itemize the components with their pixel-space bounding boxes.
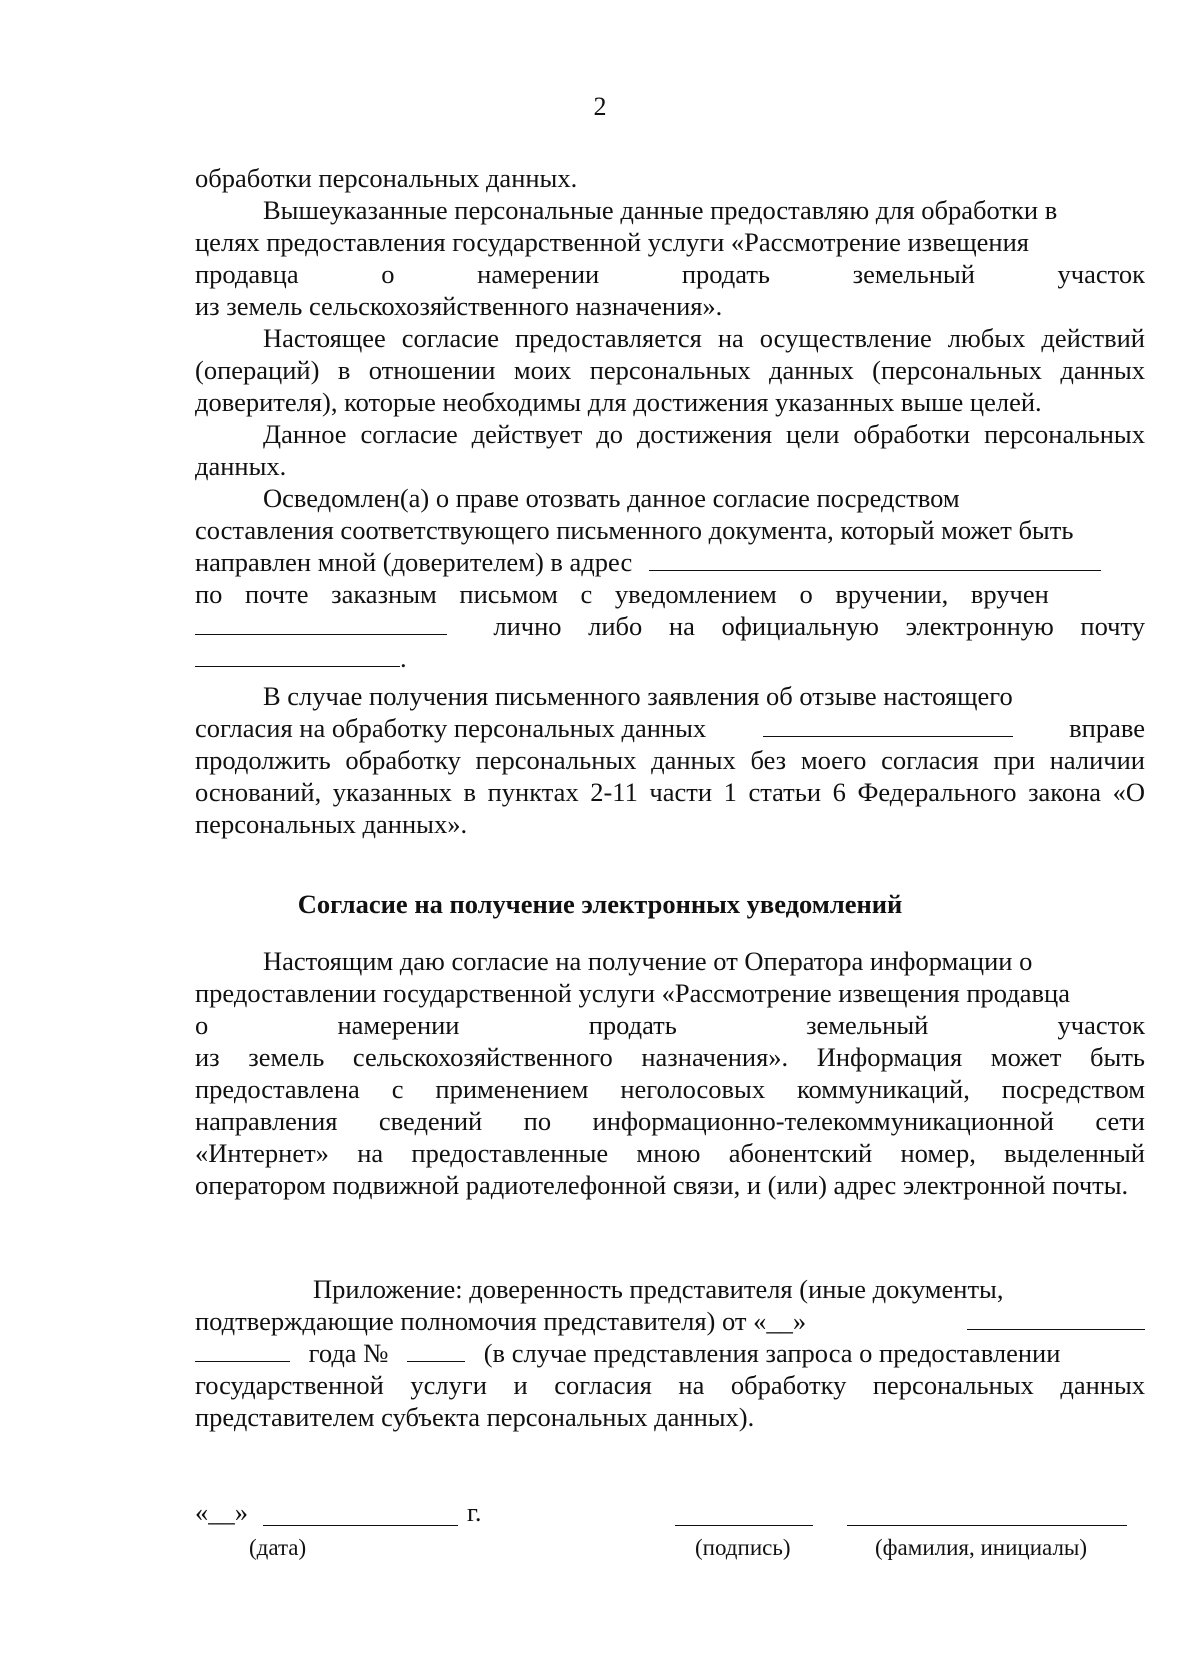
paragraph-revoke-line1: Осведомлен(а) о праве отозвать данное согласие посредством [263, 483, 960, 513]
paragraph-actions: Настоящее согласие предоставляется на осуществление любых действий (операций) в отношении моих персональных данных (персональных данных доверителя), которые необходимы для достижения указанных выше целей. [195, 323, 1145, 417]
section-heading: Согласие на получение электронных уведомлений [297, 889, 903, 919]
paragraph-revoke-line5: лично либо на официальную электронную почту [195, 610, 1145, 642]
paragraph-purpose-line1: Вышеуказанные персональные данные предоставляю для обработки в [263, 195, 1058, 225]
attachment-block [195, 1273, 1145, 1433]
page-number: 2 [593, 92, 607, 121]
paragraph-revoke-line6: . [195, 642, 1145, 674]
date-quote: «__» [195, 1497, 248, 1527]
paragraph-revoke-line2: составления соответствующего письменного документа, который может быть [195, 515, 1074, 545]
paragraph-revoke-line4: по почте заказным письмом с уведомлением о вручении, вручен [195, 579, 1049, 609]
date-caption: (дата) [249, 1535, 307, 1560]
attachment-line1: Приложение: доверенность представителя (иные документы, [313, 1274, 1004, 1304]
signature-blank[interactable] [675, 1501, 813, 1526]
paragraph-withdrawal-line2: согласия на обработку персональных данных вправе [195, 713, 1145, 743]
paragraph-purpose-line3: продавца о намерении продать земельный участок [195, 259, 1145, 289]
attorney-year-blank[interactable] [195, 1337, 290, 1362]
address-blank[interactable] [649, 546, 1101, 571]
notification-line3: о намерении продать земельный участок [195, 1010, 1145, 1040]
delivery-blank[interactable] [195, 610, 447, 635]
email-blank[interactable] [195, 642, 400, 667]
paragraph-withdrawal-line1: В случае получения письменного заявления об отзыве настоящего [263, 681, 1013, 711]
paragraph-end: обработки персональных данных. [195, 163, 578, 193]
attorney-date-blank[interactable] [967, 1305, 1145, 1330]
notification-consent-block [195, 945, 1145, 1201]
paragraph-validity: Данное согласие действует до достижения цели обработки персональных данных. [195, 419, 1145, 481]
notification-line2: предоставлении государственной услуги «Рассмотрение извещения продавца [195, 978, 1070, 1008]
attachment-line3: года № (в случае представления запроса о предоставлении [195, 1337, 1145, 1369]
signature-caption: (подпись) [695, 1535, 791, 1560]
consent-text-block [195, 162, 1145, 840]
year-suffix: г. [467, 1497, 482, 1527]
date-blank[interactable] [263, 1501, 458, 1526]
paragraph-purpose-line4: из земель сельскохозяйственного назначения». [195, 291, 723, 321]
operator-blank[interactable] [763, 712, 1013, 737]
name-blank[interactable] [847, 1501, 1127, 1526]
attorney-number-blank[interactable] [407, 1337, 465, 1362]
name-caption: (фамилия, инициалы) [875, 1535, 1088, 1560]
signature-row [195, 1497, 1145, 1577]
attachment-line2: подтверждающие полномочия представителя) от «__» [195, 1305, 1145, 1337]
paragraph-purpose-line2: целях предоставления государственной услуги «Рассмотрение извещения [195, 227, 1029, 257]
paragraph-withdrawal-rest: продолжить обработку персональных данных без моего согласия при наличии оснований, указанных в пунктах 2-11 части 1 статьи 6 Федерального закона «О персональных данных». [195, 745, 1145, 839]
notification-line1: Настоящим даю согласие на получение от Оператора информации о [263, 946, 1033, 976]
paragraph-revoke-line3: направлен мной (доверителем) в адрес [195, 546, 1145, 578]
attachment-rest: государственной услуги и согласия на обработку персональных данных представителем субъекта персональных данных). [195, 1370, 1145, 1432]
notification-rest: из земель сельскохозяйственного назначения». Информация может быть предоставлена с применением неголосовых коммуникаций, посредством направления сведений по информационно-телекоммуникационной сети «Интернет» на предоставленные мною абонентский номер, выделенный оператором подвижной радиотелефонной связи, и (или) адрес электронной почты. [195, 1042, 1145, 1200]
